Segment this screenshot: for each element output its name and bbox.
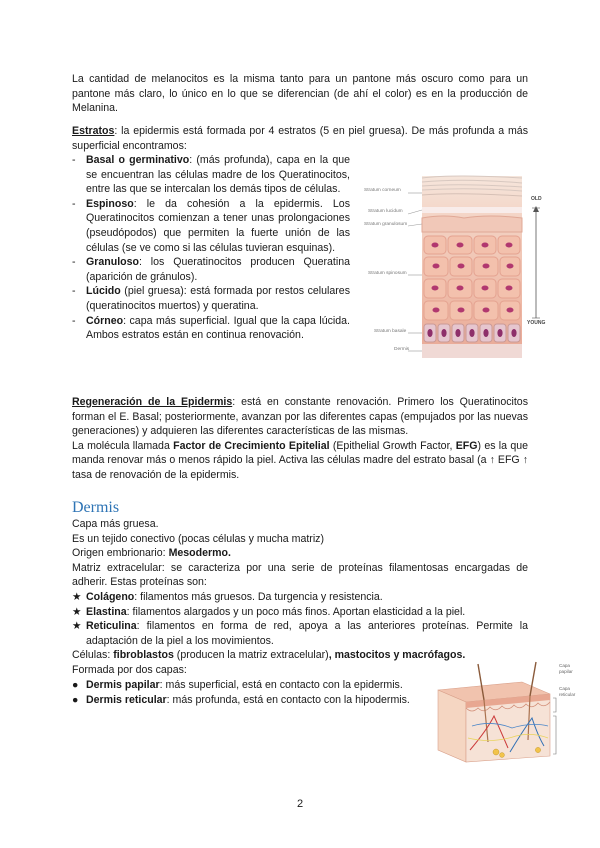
dermis-cells: Células: fibroblastos (producen la matriz extracelular), mastocitos y macrófagos. xyxy=(72,649,466,662)
efg-paragraph: La molécula llamada Factor de Crecimiento Epitelial (Epithelial Growth Factor, EFG) es la que manda renovar más o menos rápido la piel. Activa las células madre del estrato basal (a ↑ EFG ↑ tasa de renovación de la epidermis. xyxy=(72,439,528,481)
estratos-intro: Estratos: la epidermis está formada por 4 estratos (5 en piel gruesa). De más profunda a más superficial encontramos: xyxy=(72,125,528,152)
label-stratum-basale: Stratum basale xyxy=(374,329,407,334)
dermis-layer-list xyxy=(72,678,426,707)
page-number: 2 xyxy=(296,798,304,810)
dermis-origin: Origen embrionario: Mesodermo. xyxy=(72,547,231,560)
label-old: OLD xyxy=(531,196,542,202)
intro-paragraph xyxy=(72,72,528,116)
protein-list xyxy=(72,590,528,648)
dermis-heading: Dermis xyxy=(72,499,120,516)
estratos-list xyxy=(72,153,350,343)
label-stratum-granulosum: Stratum granulosum xyxy=(364,222,408,227)
regeneracion-paragraph: Regeneración de la Epidermis: está en constante renovación. Primero los Queratinocitos forman el E. Basal; posteriormente, avanzan por las diferentes capas (empujados por las nuevas generaciones) y adquieren las diferentes características de las mismas. xyxy=(72,396,528,438)
dermis-illustration xyxy=(432,660,582,765)
label-capa-reticular: Capa reticular xyxy=(559,686,576,697)
estratos-section xyxy=(72,124,528,153)
list-item: ★ Elastina: filamentos alargados y un poco más finos. Aportan elasticidad a la piel. xyxy=(72,605,466,618)
epidermis-figure xyxy=(364,172,550,364)
dermis-section xyxy=(72,517,528,678)
star-icon: ★ xyxy=(72,620,82,633)
dermis-figure xyxy=(432,660,582,765)
list-item: - Basal o germinativo: (más profunda), capa en la que se encuentran las células madre de los Queratinocitos, entre las que se intercalan los demás tipos de células. xyxy=(72,153,350,197)
bullet-icon: ● xyxy=(72,693,79,706)
list-item: - Granuloso: los Queratinocitos producen Queratina (aparición de gránulos). xyxy=(72,255,350,284)
dermis-capas: Formada por dos capas: xyxy=(72,663,187,676)
star-icon: ★ xyxy=(72,605,82,618)
list-item: - Espinoso: le da cohesión a la epidermis. Los Queratinocitos comienzan a tener unas prolongaciones (pseudópodos) que permiten la fuerte unión de las células (se ve como si las células tuvieran esquinas). xyxy=(72,197,350,255)
label-young: YOUNG xyxy=(527,320,546,326)
label-stratum-corneum: Stratum corneum xyxy=(364,188,401,193)
label-capa-papilar: Capa papilar xyxy=(559,663,573,674)
list-item: - Lúcido (piel gruesa): está formada por restos celulares (queratinocitos muertos) y queratina. xyxy=(72,284,350,313)
star-icon: ★ xyxy=(72,590,82,603)
estratos-title: Estratos xyxy=(72,125,115,137)
dermis-heading-block xyxy=(72,498,528,518)
list-item: ● Dermis papilar: más superficial, está en contacto con la epidermis. xyxy=(72,679,403,691)
intro-text: La cantidad de melanocitos es la misma tanto para un pantone más oscuro como para un pantone más claro, lo único en lo que se diferencian (de ahí el color) es en la producción de Melanina. xyxy=(72,73,528,115)
dermis-line-1: Capa más gruesa. xyxy=(72,518,159,530)
list-item: ● Dermis reticular: más profunda, está en contacto con la hipodermis. xyxy=(72,693,410,706)
list-item: ★ Colágeno: filamentos más gruesos. Da turgencia y resistencia. xyxy=(72,590,383,603)
label-stratum-lucidum: Stratum lucidum xyxy=(368,209,403,214)
list-item: - Córneo: capa más superficial. Igual que la capa lúcida. Ambos estratos están en continua renovación. xyxy=(72,314,350,343)
list-item: ★ Reticulina: filamentos en forma de red, apoya a las anteriores proteínas. Permite la adaptación de la piel a los movimientos. xyxy=(72,620,528,647)
label-dermis: Dermis xyxy=(394,347,410,352)
label-stratum-spinosum: Stratum spinosum xyxy=(368,271,407,276)
dermis-matrix: Matriz extracelular: se caracteriza por una serie de proteínas filamentosas encargadas de adherir. Estas proteínas son: xyxy=(72,561,528,589)
regeneracion-section xyxy=(72,395,528,483)
bullet-icon: ● xyxy=(72,679,79,691)
dermis-line-2: Es un tejido conectivo (pocas células y mucha matriz) xyxy=(72,532,325,545)
regeneracion-title: Regeneración de la Epidermis xyxy=(72,396,233,408)
epidermis-illustration xyxy=(364,172,550,364)
